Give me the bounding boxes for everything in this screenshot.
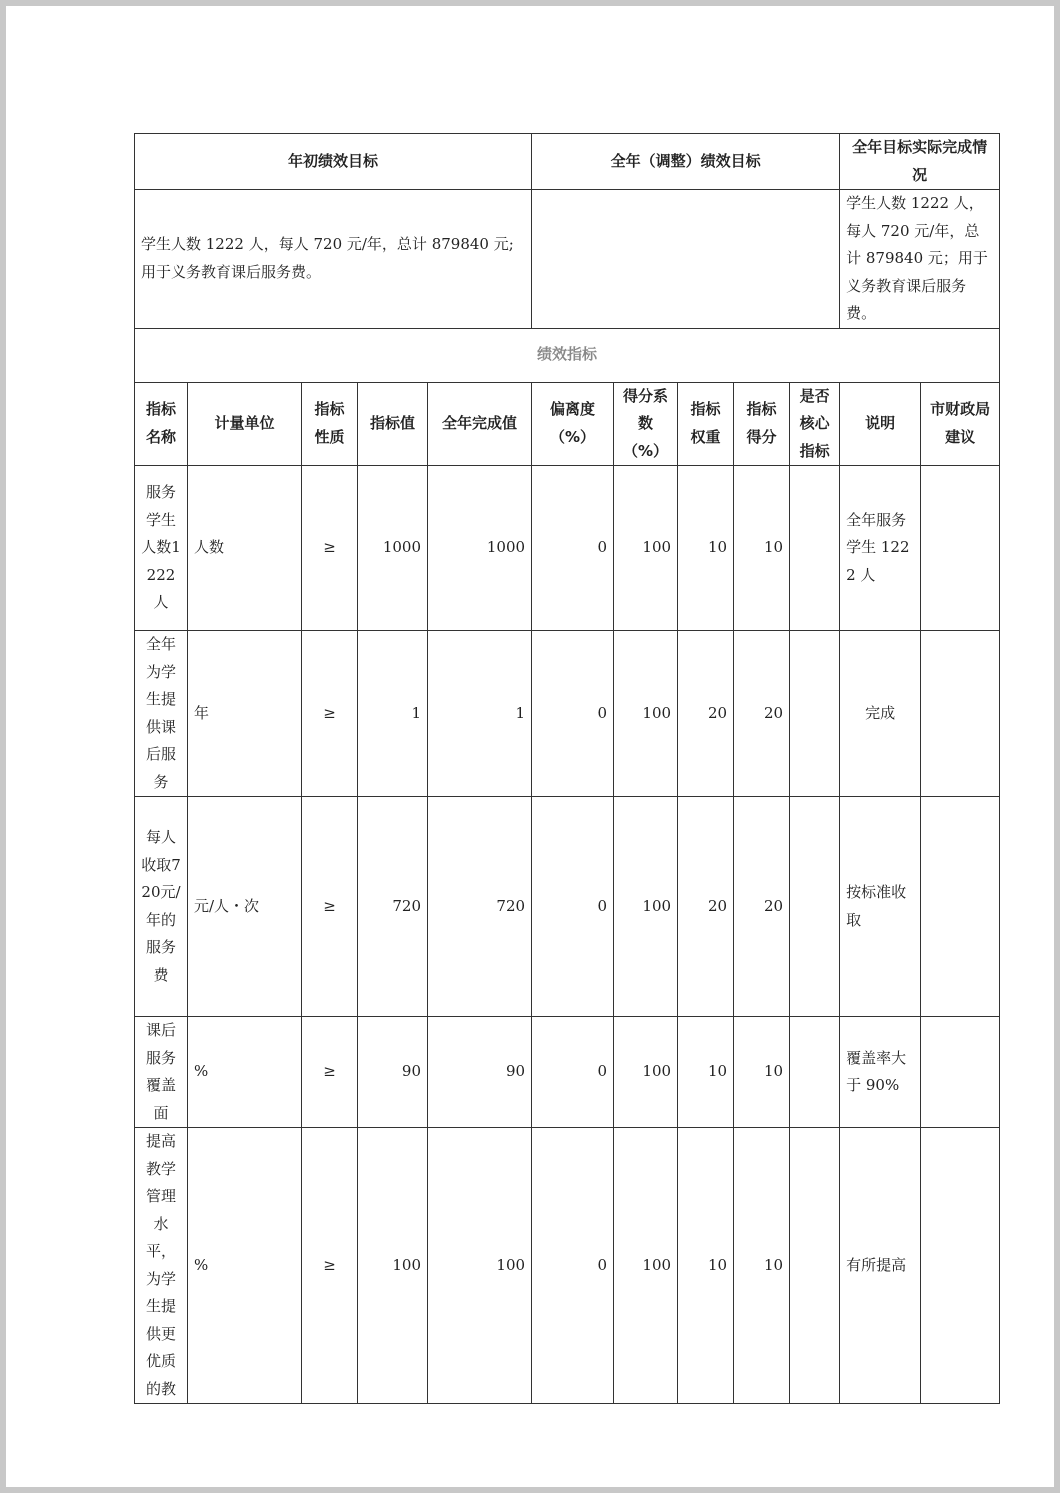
indicator-note: 全年服务学生 1222 人	[840, 466, 921, 631]
indicator-coef: 100	[614, 631, 678, 797]
document-page	[6, 6, 1054, 1487]
indicator-coef: 100	[614, 797, 678, 1017]
section-title: 绩效指标	[135, 328, 1000, 382]
col-advice-header: 市财政局建议	[921, 382, 1000, 466]
indicator-deviation: 0	[532, 631, 614, 797]
column-header-row	[135, 382, 1000, 466]
goal-content-row	[135, 190, 1000, 329]
indicator-advice	[921, 466, 1000, 631]
indicator-completed: 720	[428, 797, 532, 1017]
indicator-advice	[921, 1017, 1000, 1128]
indicator-coef: 100	[614, 466, 678, 631]
indicator-completed: 1	[428, 631, 532, 797]
col-target-header: 指标值	[358, 382, 428, 466]
indicator-deviation: 0	[532, 797, 614, 1017]
indicator-core	[790, 466, 840, 631]
indicator-unit: 年	[188, 631, 302, 797]
indicator-target: 1000	[358, 466, 428, 631]
indicator-core	[790, 631, 840, 797]
initial-goal-text: 学生人数 1222 人，每人 720 元/年，总计 879840 元;用于义务教育课后服务费。	[135, 190, 532, 329]
indicator-note: 完成	[840, 631, 921, 797]
adjusted-goal-text	[532, 190, 840, 329]
indicator-weight: 10	[678, 1017, 734, 1128]
col-completed-header: 全年完成值	[428, 382, 532, 466]
col-score-header: 指标得分	[734, 382, 790, 466]
indicator-score: 10	[734, 1017, 790, 1128]
indicator-weight: 10	[678, 1128, 734, 1404]
indicator-name: 提高教学管理水平，为学生提供更优质的教	[135, 1128, 188, 1404]
indicator-name: 全年为学生提供课后服务	[135, 631, 188, 797]
indicator-coef: 100	[614, 1128, 678, 1404]
indicator-nature: ≥	[302, 466, 358, 631]
indicator-score: 10	[734, 1128, 790, 1404]
performance-table	[134, 133, 1000, 1404]
indicator-unit: %	[188, 1017, 302, 1128]
indicator-score: 10	[734, 466, 790, 631]
indicator-target: 100	[358, 1128, 428, 1404]
indicator-nature: ≥	[302, 1128, 358, 1404]
indicator-name: 课后服务覆盖面	[135, 1017, 188, 1128]
indicator-coef: 100	[614, 1017, 678, 1128]
indicator-note: 覆盖率大于 90%	[840, 1017, 921, 1128]
table-row	[135, 1128, 1000, 1404]
indicator-name: 每人收取720元/年的服务费	[135, 797, 188, 1017]
indicator-completed: 1000	[428, 466, 532, 631]
col-deviation-header: 偏离度（%）	[532, 382, 614, 466]
indicator-advice	[921, 1128, 1000, 1404]
indicator-unit: 元/人・次	[188, 797, 302, 1017]
indicator-target: 1	[358, 631, 428, 797]
indicator-unit: 人数	[188, 466, 302, 631]
indicator-core	[790, 797, 840, 1017]
table-row	[135, 797, 1000, 1017]
table-row	[135, 631, 1000, 797]
indicator-note: 有所提高	[840, 1128, 921, 1404]
indicator-name: 服务学生人数1222人	[135, 466, 188, 631]
col-core-header: 是否核心指标	[790, 382, 840, 466]
indicator-core	[790, 1017, 840, 1128]
indicator-score: 20	[734, 797, 790, 1017]
table-row	[135, 466, 1000, 631]
col-weight-header: 指标权重	[678, 382, 734, 466]
indicator-unit: %	[188, 1128, 302, 1404]
indicator-deviation: 0	[532, 466, 614, 631]
col-coef-header: 得分系数（%）	[614, 382, 678, 466]
col-explanation-header: 说明	[840, 382, 921, 466]
col-name-header: 指标名称	[135, 382, 188, 466]
indicator-nature: ≥	[302, 797, 358, 1017]
table-row	[135, 1017, 1000, 1128]
indicator-deviation: 0	[532, 1017, 614, 1128]
indicator-core	[790, 1128, 840, 1404]
indicator-advice	[921, 797, 1000, 1017]
indicator-weight: 10	[678, 466, 734, 631]
adjusted-goal-header: 全年（调整）绩效目标	[532, 134, 840, 190]
indicator-nature: ≥	[302, 1017, 358, 1128]
section-row	[135, 328, 1000, 382]
indicator-completed: 100	[428, 1128, 532, 1404]
indicator-target: 720	[358, 797, 428, 1017]
indicator-target: 90	[358, 1017, 428, 1128]
goal-header-row	[135, 134, 1000, 190]
indicator-score: 20	[734, 631, 790, 797]
col-unit-header: 计量单位	[188, 382, 302, 466]
indicator-completed: 90	[428, 1017, 532, 1128]
indicator-note: 按标准收取	[840, 797, 921, 1017]
indicator-advice	[921, 631, 1000, 797]
col-nature-header: 指标性质	[302, 382, 358, 466]
actual-completion-text: 学生人数 1222 人，每人 720 元/年，总计 879840 元；用于义务教育课后服务费。	[840, 190, 1000, 329]
indicator-weight: 20	[678, 631, 734, 797]
actual-completion-header: 全年目标实际完成情况	[840, 134, 1000, 190]
initial-goal-header: 年初绩效目标	[135, 134, 532, 190]
indicator-deviation: 0	[532, 1128, 614, 1404]
indicator-weight: 20	[678, 797, 734, 1017]
indicator-nature: ≥	[302, 631, 358, 797]
